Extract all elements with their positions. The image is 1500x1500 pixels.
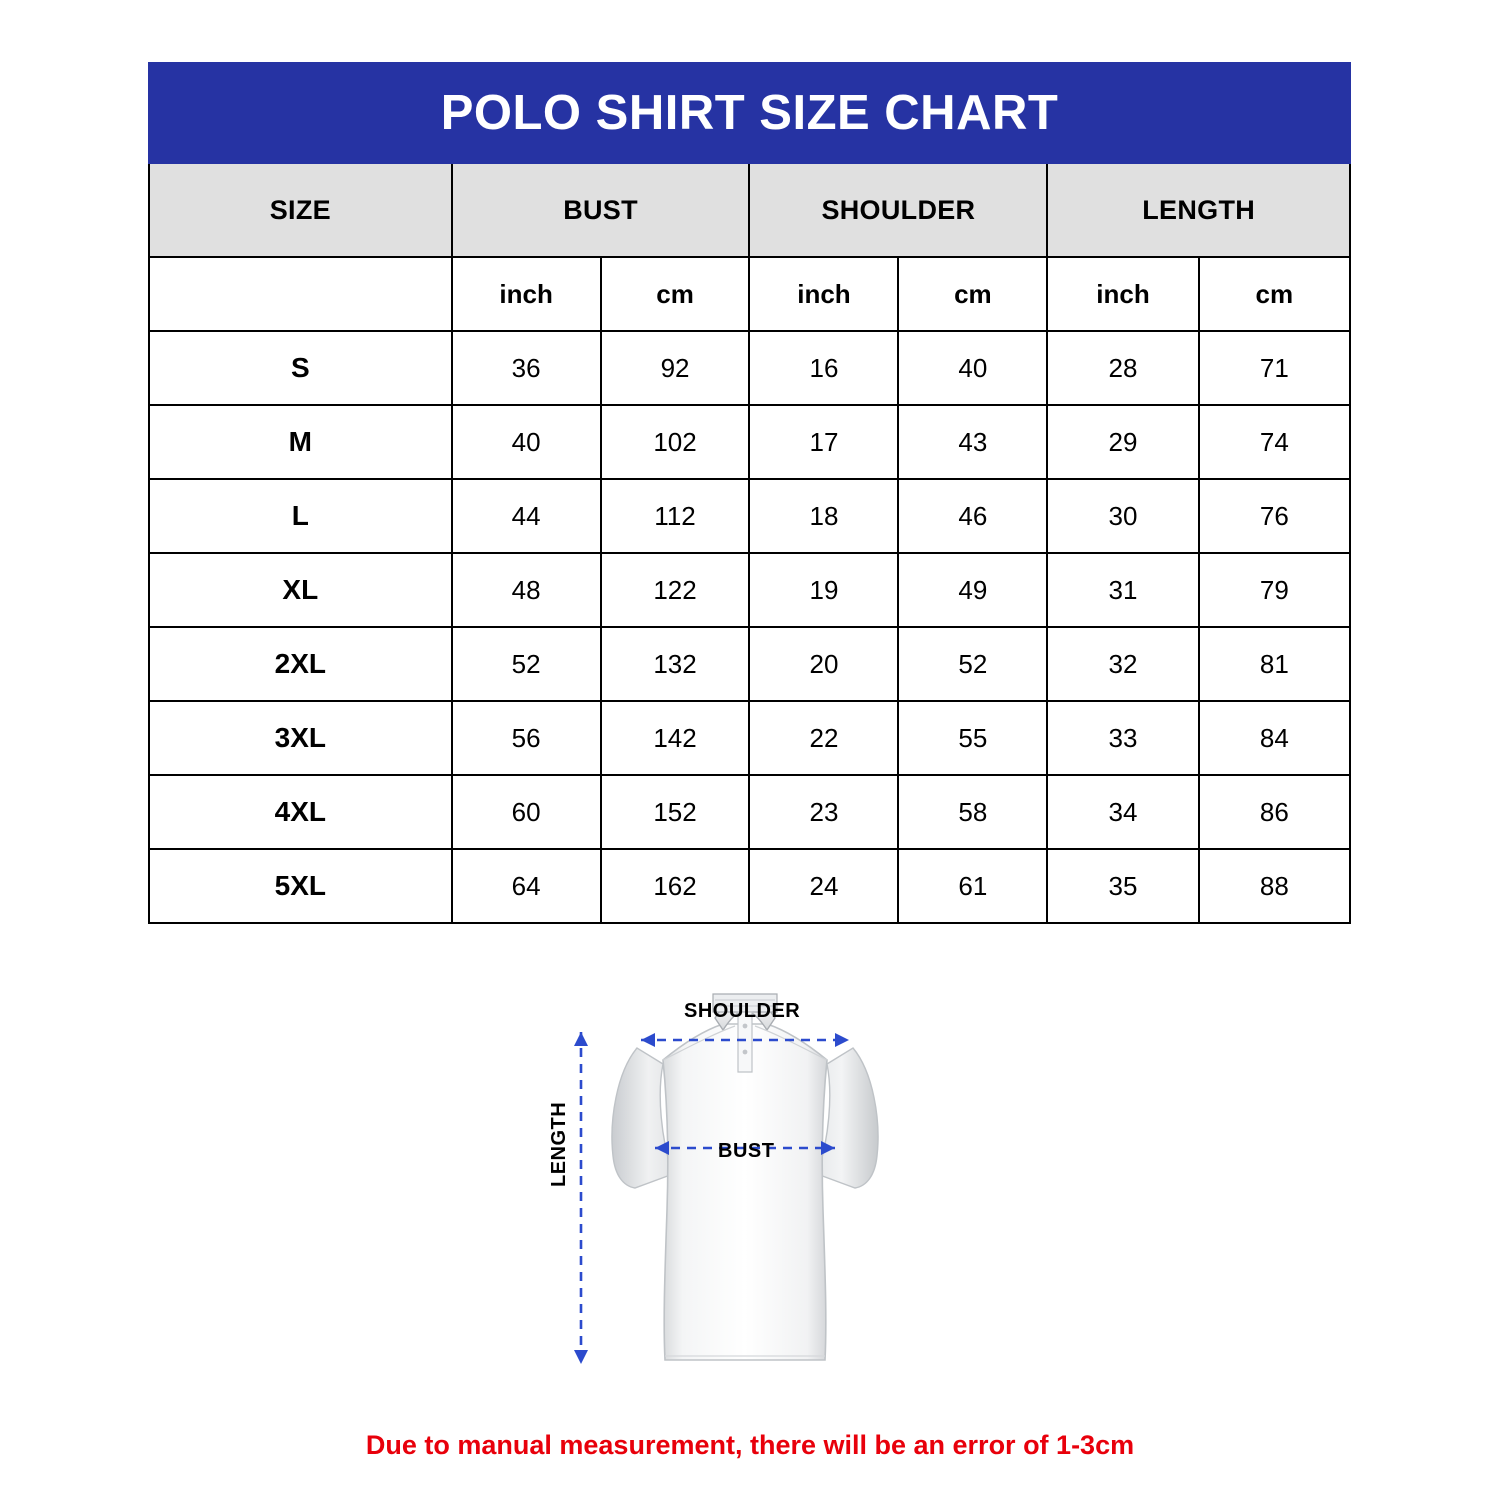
cell-bust-inch: 52 <box>452 627 601 701</box>
cell-shoulder-inch: 16 <box>749 331 898 405</box>
unit-cell-length-cm: cm <box>1199 257 1350 331</box>
cell-bust-cm: 162 <box>601 849 750 923</box>
cell-shoulder-inch: 24 <box>749 849 898 923</box>
cell-length-cm: 79 <box>1199 553 1350 627</box>
cell-length-cm: 84 <box>1199 701 1350 775</box>
cell-shoulder-inch: 22 <box>749 701 898 775</box>
cell-bust-cm: 112 <box>601 479 750 553</box>
diagram-label-shoulder: SHOULDER <box>684 1000 801 1022</box>
size-chart-table-wrapper <box>148 62 1351 924</box>
cell-length-inch: 32 <box>1047 627 1198 701</box>
table-row <box>149 701 1350 775</box>
unit-cell-length-inch: inch <box>1047 257 1198 331</box>
table-row <box>149 627 1350 701</box>
diagram-label-length: LENGTH <box>548 1101 570 1187</box>
cell-length-inch: 31 <box>1047 553 1198 627</box>
cell-shoulder-cm: 58 <box>898 775 1047 849</box>
page-title: POLO SHIRT SIZE CHART <box>149 63 1350 163</box>
column-header-bust: BUST <box>452 163 750 257</box>
cell-bust-inch: 44 <box>452 479 601 553</box>
table-group-header-row <box>149 163 1350 257</box>
cell-shoulder-cm: 49 <box>898 553 1047 627</box>
cell-shoulder-inch: 19 <box>749 553 898 627</box>
unit-cell-bust-inch: inch <box>452 257 601 331</box>
unit-cell-shoulder-cm: cm <box>898 257 1047 331</box>
cell-size: S <box>149 331 452 405</box>
cell-length-inch: 35 <box>1047 849 1198 923</box>
cell-shoulder-cm: 43 <box>898 405 1047 479</box>
cell-bust-inch: 60 <box>452 775 601 849</box>
cell-size: 3XL <box>149 701 452 775</box>
measurement-diagram <box>0 955 1500 1395</box>
cell-length-inch: 28 <box>1047 331 1198 405</box>
cell-length-inch: 29 <box>1047 405 1198 479</box>
cell-length-cm: 88 <box>1199 849 1350 923</box>
cell-shoulder-cm: 52 <box>898 627 1047 701</box>
table-row <box>149 479 1350 553</box>
cell-bust-cm: 122 <box>601 553 750 627</box>
cell-shoulder-inch: 20 <box>749 627 898 701</box>
cell-length-cm: 74 <box>1199 405 1350 479</box>
cell-size: 5XL <box>149 849 452 923</box>
polo-shirt-illustration <box>545 960 945 1380</box>
cell-size: L <box>149 479 452 553</box>
cell-length-inch: 33 <box>1047 701 1198 775</box>
cell-shoulder-inch: 23 <box>749 775 898 849</box>
table-row <box>149 553 1350 627</box>
cell-size: 4XL <box>149 775 452 849</box>
cell-length-inch: 30 <box>1047 479 1198 553</box>
cell-shoulder-inch: 18 <box>749 479 898 553</box>
cell-length-cm: 86 <box>1199 775 1350 849</box>
size-chart-table <box>148 62 1351 924</box>
table-row <box>149 775 1350 849</box>
cell-length-cm: 76 <box>1199 479 1350 553</box>
cell-shoulder-cm: 46 <box>898 479 1047 553</box>
table-row <box>149 331 1350 405</box>
table-row <box>149 849 1350 923</box>
cell-bust-inch: 48 <box>452 553 601 627</box>
cell-shoulder-inch: 17 <box>749 405 898 479</box>
unit-cell-shoulder-inch: inch <box>749 257 898 331</box>
column-header-length: LENGTH <box>1047 163 1350 257</box>
column-header-shoulder: SHOULDER <box>749 163 1047 257</box>
unit-cell-bust-cm: cm <box>601 257 750 331</box>
table-title-row <box>149 63 1350 163</box>
cell-size: M <box>149 405 452 479</box>
cell-size: XL <box>149 553 452 627</box>
cell-bust-cm: 102 <box>601 405 750 479</box>
cell-bust-cm: 92 <box>601 331 750 405</box>
cell-size: 2XL <box>149 627 452 701</box>
cell-bust-cm: 152 <box>601 775 750 849</box>
cell-bust-cm: 142 <box>601 701 750 775</box>
cell-shoulder-cm: 61 <box>898 849 1047 923</box>
cell-bust-inch: 56 <box>452 701 601 775</box>
unit-cell-empty <box>149 257 452 331</box>
cell-bust-inch: 64 <box>452 849 601 923</box>
measurement-disclaimer: Due to manual measurement, there will be an error of 1-3cm <box>365 1430 1135 1460</box>
column-header-size: SIZE <box>149 163 452 257</box>
cell-shoulder-cm: 40 <box>898 331 1047 405</box>
table-unit-row <box>149 257 1350 331</box>
cell-shoulder-cm: 55 <box>898 701 1047 775</box>
table-row <box>149 405 1350 479</box>
cell-bust-inch: 36 <box>452 331 601 405</box>
cell-bust-inch: 40 <box>452 405 601 479</box>
cell-length-cm: 81 <box>1199 627 1350 701</box>
cell-length-cm: 71 <box>1199 331 1350 405</box>
cell-bust-cm: 132 <box>601 627 750 701</box>
diagram-label-bust: BUST <box>718 1140 775 1162</box>
cell-length-inch: 34 <box>1047 775 1198 849</box>
